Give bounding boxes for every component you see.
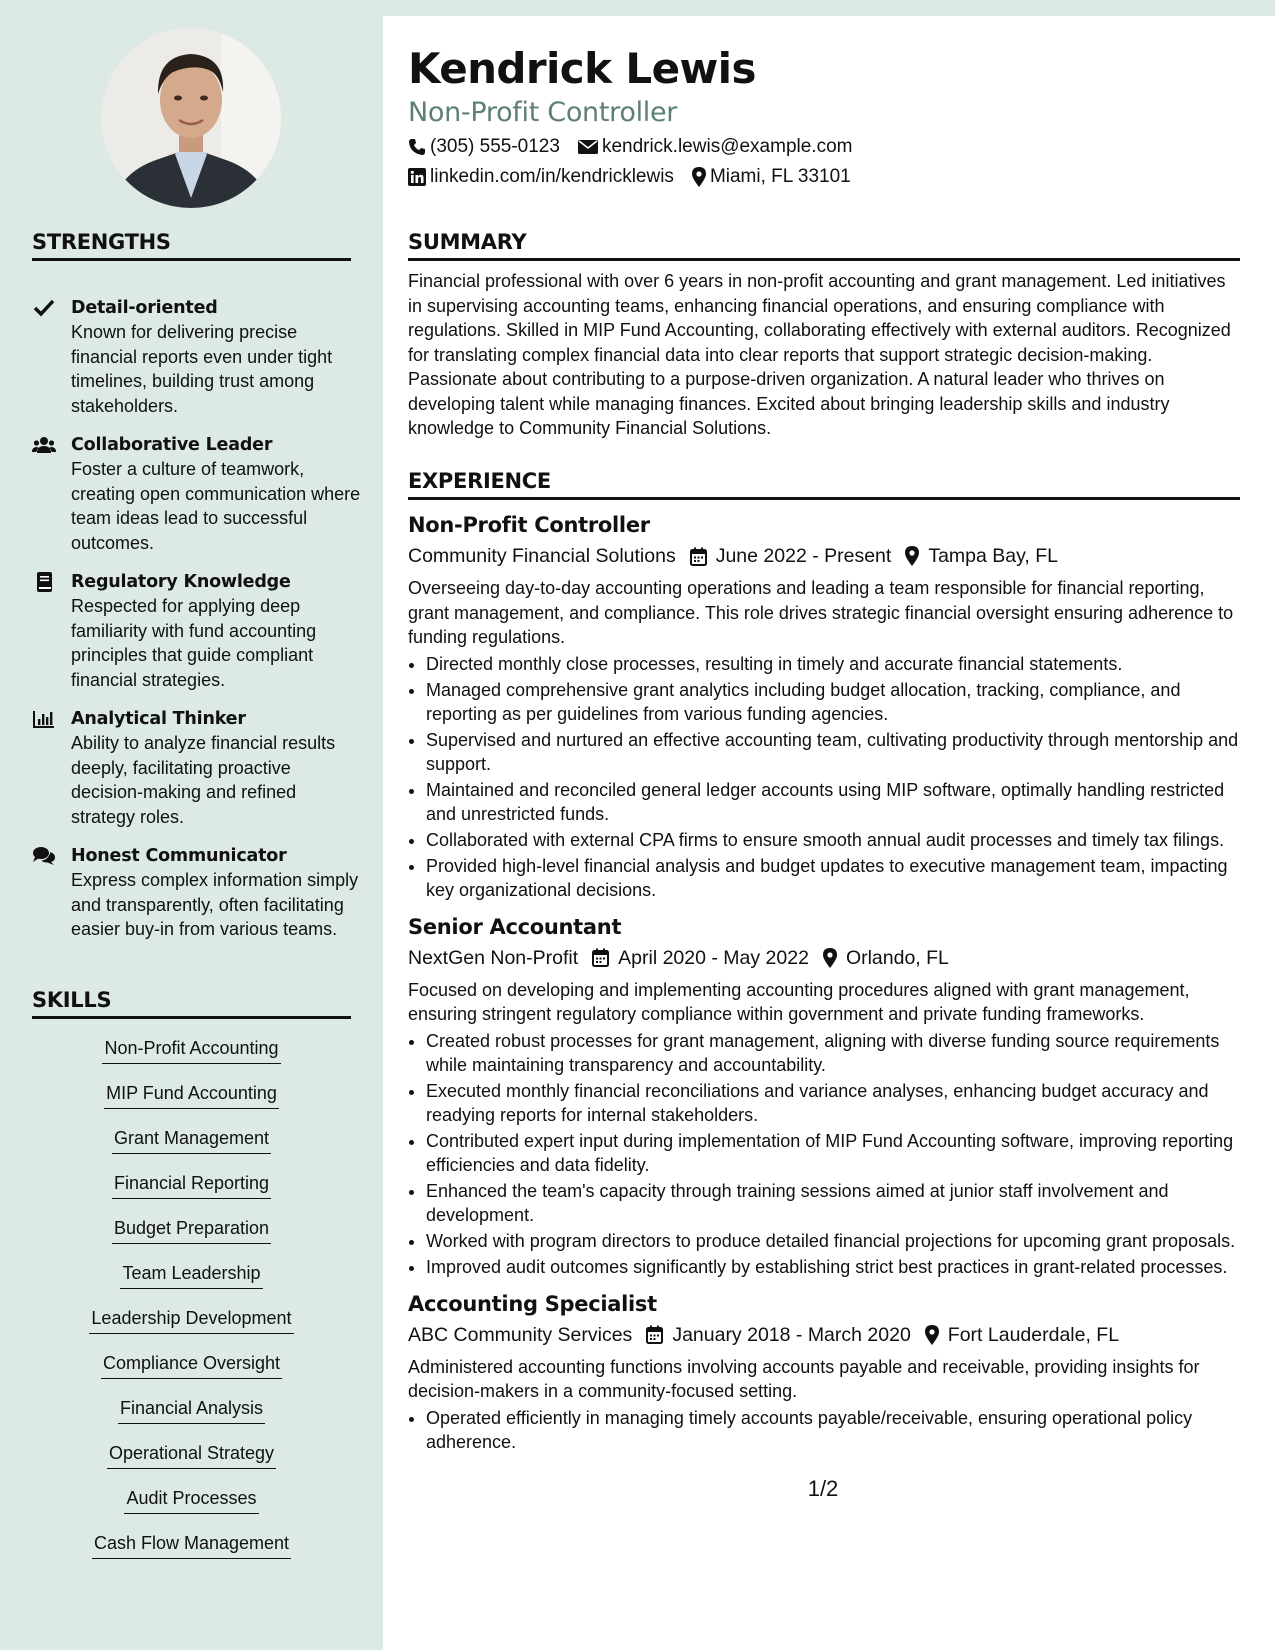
linkedin-icon [408,168,426,186]
bullet-item: • Provided high-level financial analysis and budget updates to executive management team, impacting key organizational decisions. [426,854,1240,902]
email-text[interactable]: kendrick.lewis@example.com [601,136,853,157]
person-name: Kendrick Lewis [408,44,756,93]
envelope-icon [578,139,598,155]
map-pin-icon [905,546,919,566]
profile-photo [101,28,281,208]
linkedin-text[interactable]: linkedin.com/in/kendricklewis [430,166,674,187]
strength-title: Honest Communicator [71,846,287,866]
skill-item: Audit Processes [32,1486,351,1531]
summary-text: Financial professional with over 6 years in non-profit accounting and grant management. Led initiatives in supervising accounting teams, enhancing financial operations, and ensuring compliance with regulations. Skilled in MIP Fund Accounting, collaborating effectively with external auditors. Recognized for translating complex financial data into clear reports that support strategic decision-making. Passionate about contributing to a purpose-driven organization. A natural leader who thrives on developing talent while managing finances. Excited about bringing leadership skills and industry knowledge to Community Financial Solutions. [408,271,1231,438]
job-role: Non-Profit Controller [408,97,678,128]
bullet-item: • Supervised and nurtured an effective accounting team, cultivating productivity through mentorship and support. [426,728,1240,776]
skill-item: Leadership Development [32,1306,351,1351]
job-title: Non-Profit Controller [408,513,650,537]
main-content [383,16,1275,1650]
skill-item: Grant Management [32,1126,351,1171]
experience-heading: EXPERIENCE [408,469,1240,500]
job-entry [408,912,1240,1279]
job-dates: January 2018 - March 2020 [646,1320,910,1350]
job-entry [408,1289,1240,1454]
strength-desc: Respected for applying deep familiarity with fund accounting principles that guide compliant financial strategies. [71,596,317,690]
job-location: Tampa Bay, FL [905,541,1058,571]
bullet-item: • Executed monthly financial reconciliations and variance analyses, enhancing budget accuracy and readying reports for internal stakeholders. [426,1079,1240,1127]
strength-item [32,296,362,418]
strength-title: Detail-oriented [71,298,218,318]
phone-item [408,134,560,160]
sidebar [0,0,383,1650]
bullet-item: • Enhanced the team's capacity through training sessions aimed at junior staff involvement and development. [426,1179,1240,1227]
strength-item [32,433,362,555]
strengths-list [32,296,362,957]
book-icon [32,571,56,593]
strength-desc: Foster a culture of teamwork, creating open communication where team ideas lead to successful outcomes. [71,459,361,553]
calendar-icon [690,547,707,566]
strength-item [32,844,362,942]
check-icon [32,297,56,319]
chat-icon [32,845,56,867]
bullet-item: • Worked with program directors to produce detailed financial projections for upcoming grant proposals. [426,1229,1240,1253]
job-description: Administered accounting functions involving accounts payable and receivable, providing insights for decision-makers in a community-focused setting. [408,1356,1200,1401]
strength-title: Collaborative Leader [71,435,273,455]
page-number: 1/2 [807,1476,839,1501]
strength-title: Analytical Thinker [71,709,246,729]
strength-item [32,570,362,692]
skill-item: Non-Profit Accounting [32,1036,351,1081]
bullet-item: • Created robust processes for grant management, aligning with diverse funding source requirements while maintaining transparency and accountability. [426,1029,1240,1077]
strengths-heading: STRENGTHS [32,230,351,261]
job-location: Fort Lauderdale, FL [925,1320,1119,1350]
bullet-item: • Directed monthly close processes, resulting in timely and accurate financial statements. [426,652,1240,676]
job-title: Senior Accountant [408,914,622,939]
strength-title: Regulatory Knowledge [71,572,291,592]
job-description: Focused on developing and implementing accounting procedures aligned with grant management, ensuring stringent regulatory compliance within government and private funding frameworks. [408,979,1190,1024]
job-dates: April 2020 - May 2022 [592,943,809,973]
skill-item: Compliance Oversight [32,1351,351,1396]
job-title: Accounting Specialist [408,1291,657,1316]
job-meta [408,943,1240,973]
calendar-icon [592,948,609,967]
map-pin-icon [692,167,706,187]
skills-heading: SKILLS [32,988,351,1019]
job-location: Orlando, FL [823,943,949,973]
bullet-item: • Managed comprehensive grant analytics including budget allocation, tracking, compliance, and reporting as per guidelines from various funding agencies. [426,678,1240,726]
skill-item: Budget Preparation [32,1216,351,1261]
job-meta [408,541,1240,571]
calendar-icon [646,1325,663,1344]
location-item [692,164,851,190]
skill-item: Financial Reporting [32,1171,351,1216]
company-name: ABC Community Services [408,1323,633,1346]
bullet-item: • Improved audit outcomes significantly by establishing strict best practices in grant-related processes. [426,1255,1240,1279]
job-bullets [408,652,1240,902]
job-dates: June 2022 - Present [690,541,892,571]
bullet-item: • Operated efficiently in managing timely accounts payable/receivable, ensuring operational policy adherence. [426,1406,1240,1454]
job-bullets [408,1029,1240,1279]
strength-desc: Express complex information simply and transparently, often facilitating easier buy-in from various teams. [71,870,359,939]
strength-desc: Known for delivering precise financial reports even under tight timelines, building trust among stakeholders. [71,322,333,416]
experience-section [408,469,1240,1456]
contact-row-2 [408,164,869,190]
summary-heading: SUMMARY [408,230,1240,261]
email-item[interactable] [578,134,853,160]
contact-row-1 [408,134,870,160]
skills-list [32,1036,351,1576]
strength-desc: Ability to analyze financial results deeply, facilitating proactive decision-making and refined strategy roles. [71,733,336,827]
linkedin-item[interactable] [408,164,674,190]
skill-item: Financial Analysis [32,1396,351,1441]
job-bullets [408,1406,1240,1454]
strength-item [32,707,362,829]
skill-item: MIP Fund Accounting [32,1081,351,1126]
users-icon [32,434,56,456]
skill-item: Cash Flow Management [32,1531,351,1576]
job-description: Overseeing day-to-day accounting operations and leading a team responsible for financial reporting, grant management, and compliance. This role drives strategic financial oversight ensuring adherence to funding regulations. [408,578,1234,647]
summary-section [408,230,1240,441]
location-text: Miami, FL 33101 [709,166,851,187]
bullet-item: • Contributed expert input during implementation of MIP Fund Accounting software, improving reporting efficiencies and data fidelity. [426,1129,1240,1177]
skill-item: Team Leadership [32,1261,351,1306]
job-entry [408,510,1240,902]
phone-icon [408,138,426,156]
map-pin-icon [823,948,837,968]
company-name: Community Financial Solutions [408,545,676,567]
phone-text: (305) 555-0123 [430,136,560,157]
map-pin-icon [925,1325,939,1345]
job-meta [408,1320,1240,1350]
bullet-item: • Collaborated with external CPA firms to ensure smooth annual audit processes and timely tax filings. [426,828,1240,852]
company-name: NextGen Non-Profit [408,946,579,969]
bullet-item: • Maintained and reconciled general ledger accounts using MIP software, optimally handling restricted and unrestricted funds. [426,778,1240,826]
skill-item: Operational Strategy [32,1441,351,1486]
chart-icon [32,708,56,730]
